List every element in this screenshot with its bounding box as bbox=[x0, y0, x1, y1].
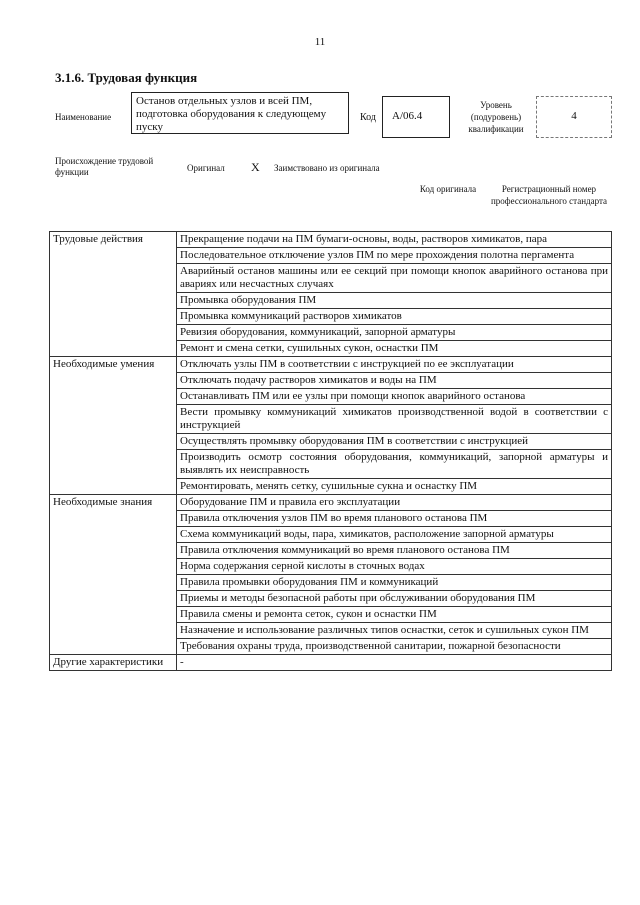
list-item: Схема коммуникаций воды, пара, химикатов, расположение запорной арматуры bbox=[177, 527, 612, 543]
category-required-skills: Необходимые умения bbox=[50, 357, 177, 495]
list-item: Производить осмотр состояния оборудования, коммуникаций, запорной арматуры и выявлять их неисправность bbox=[177, 450, 612, 479]
list-item: Оборудование ПМ и правила его эксплуатации bbox=[177, 495, 612, 511]
category-required-knowledge: Необходимые знания bbox=[50, 495, 177, 655]
list-item: Последовательное отключение узлов ПМ по мере прохождения полотна пергамента bbox=[177, 248, 612, 264]
category-labor-actions: Трудовые действия bbox=[50, 232, 177, 357]
function-code-value: А/06.4 bbox=[382, 96, 450, 138]
list-item: Ремонтировать, менять сетку, сушильные сукна и оснастку ПМ bbox=[177, 479, 612, 495]
registration-number-label: Регистрационный номер профессионального стандарта bbox=[490, 184, 608, 206]
list-item: Правила смены и ремонта сеток, сукон и оснастки ПМ bbox=[177, 607, 612, 623]
category-other-characteristics: Другие характеристики bbox=[50, 655, 177, 671]
section-title: 3.1.6. Трудовая функция bbox=[55, 70, 198, 85]
list-item: Осуществлять промывку оборудования ПМ в соответствии с инструкцией bbox=[177, 434, 612, 450]
list-item: Правила отключения узлов ПМ во время планового останова ПМ bbox=[177, 511, 612, 527]
origin-label: Происхождение трудовой функции bbox=[55, 156, 154, 177]
list-item: Промывка оборудования ПМ bbox=[177, 293, 612, 309]
qualification-level-value: 4 bbox=[536, 96, 612, 138]
borrowed-label: Заимствовано из оригинала bbox=[274, 163, 380, 173]
table-row bbox=[50, 495, 612, 511]
list-item: Останавливать ПМ или ее узлы при помощи кнопок аварийного останова bbox=[177, 389, 612, 405]
name-label: Наименование bbox=[55, 112, 112, 122]
code-label: Код bbox=[360, 112, 376, 123]
list-item: Отключать узлы ПМ в соответствии с инструкцией по ее эксплуатации bbox=[177, 357, 612, 373]
function-name-value: Останов отдельных узлов и всей ПМ, подготовка оборудования к следующему пуску bbox=[131, 92, 349, 134]
list-item: Аварийный останов машины или ее секций при помощи кнопок аварийного останова при авариях или несчастных случаях bbox=[177, 264, 612, 293]
list-item: Правила промывки оборудования ПМ и коммуникаций bbox=[177, 575, 612, 591]
labor-function-table bbox=[49, 231, 612, 671]
list-item: Назначение и использование различных типов оснастки, сеток и сушильных сукон ПМ bbox=[177, 623, 612, 639]
list-item: Отключать подачу растворов химикатов и воды на ПМ bbox=[177, 373, 612, 389]
list-item: Норма содержания серной кислоты в сточных водах bbox=[177, 559, 612, 575]
list-item: Требования охраны труда, производственной санитарии, пожарной безопасности bbox=[177, 639, 612, 655]
list-item: Вести промывку коммуникаций химикатов производственной водой в соответствии с инструкцией bbox=[177, 405, 612, 434]
table-row bbox=[50, 655, 612, 671]
code-original-label: Код оригинала bbox=[419, 184, 477, 194]
original-mark: X bbox=[251, 160, 260, 174]
qualification-level-label: Уровень (подуровень) квалификации bbox=[468, 100, 524, 134]
list-item: Прекращение подачи на ПМ бумаги-основы, воды, растворов химикатов, пара bbox=[177, 232, 612, 248]
page-number: 11 bbox=[314, 36, 326, 48]
table-row bbox=[50, 232, 612, 248]
list-item: Приемы и методы безопасной работы при обслуживании оборудования ПМ bbox=[177, 591, 612, 607]
list-item: - bbox=[177, 655, 612, 671]
original-label: Оригинал bbox=[187, 163, 225, 173]
list-item: Ремонт и смена сетки, сушильных сукон, оснастки ПМ bbox=[177, 341, 612, 357]
list-item: Ревизия оборудования, коммуникаций, запорной арматуры bbox=[177, 325, 612, 341]
table-row bbox=[50, 357, 612, 373]
list-item: Промывка коммуникаций растворов химикатов bbox=[177, 309, 612, 325]
list-item: Правила отключения коммуникаций во время планового останова ПМ bbox=[177, 543, 612, 559]
